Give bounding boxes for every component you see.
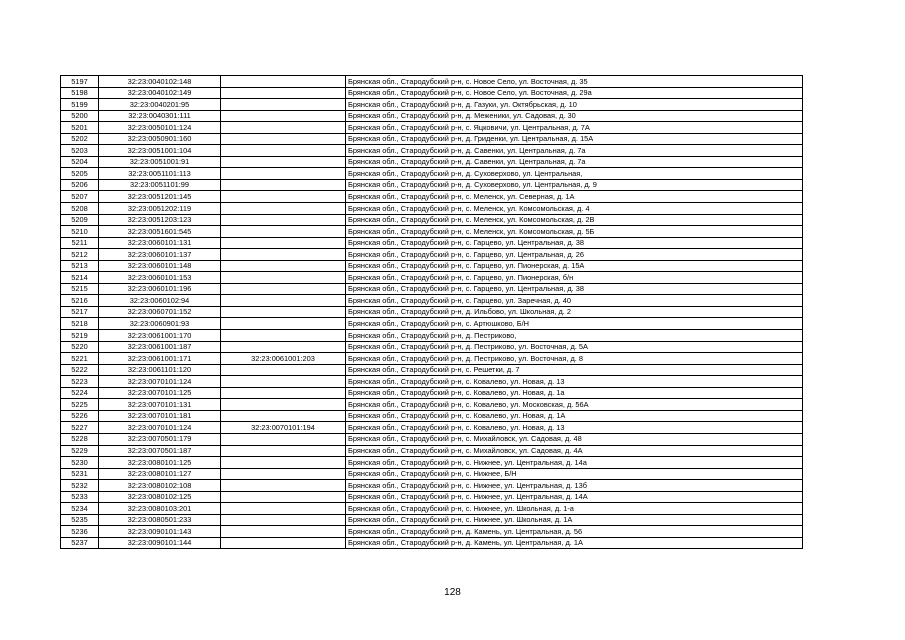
row-number-cell: 5206 (61, 179, 99, 191)
address-cell: Брянская обл., Стародубский р-н, д. Гриденки, ул. Центральная, д. 15А (346, 133, 803, 145)
cadastral-number-cell: 32:23:0070501:179 (99, 433, 221, 445)
row-number-cell: 5232 (61, 480, 99, 492)
table-row (61, 399, 803, 411)
cadastral-number-cell: 32:23:0080501:233 (99, 514, 221, 526)
table-row (61, 330, 803, 342)
cadastral-number-cell: 32:23:0070101:124 (99, 422, 221, 434)
cadastral-number-cell: 32:23:0061001:171 (99, 353, 221, 365)
table-row (61, 387, 803, 399)
previous-number-cell (221, 203, 346, 215)
previous-number-cell (221, 491, 346, 503)
address-cell: Брянская обл., Стародубский р-н, д. Савенки, ул. Центральная, д. 7а (346, 156, 803, 168)
cadastral-number-cell: 32:23:0070101:181 (99, 410, 221, 422)
row-number-cell: 5217 (61, 306, 99, 318)
cadastral-number-cell: 32:23:0070101:125 (99, 387, 221, 399)
table-row (61, 341, 803, 353)
row-number-cell: 5234 (61, 503, 99, 515)
cadastral-number-cell: 32:23:0040102:149 (99, 87, 221, 99)
previous-number-cell (221, 76, 346, 88)
table-row (61, 226, 803, 238)
address-cell: Брянская обл., Стародубский р-н, с. Новое Село, ул. Восточная, д. 35 (346, 76, 803, 88)
row-number-cell: 5201 (61, 122, 99, 134)
table-row (61, 433, 803, 445)
previous-number-cell (221, 133, 346, 145)
table-row (61, 445, 803, 457)
address-cell: Брянская обл., Стародубский р-н, с. Гарцево, ул. Заречная, д. 40 (346, 295, 803, 307)
row-number-cell: 5222 (61, 364, 99, 376)
cadastral-number-cell: 32:23:0040102:148 (99, 76, 221, 88)
previous-number-cell (221, 237, 346, 249)
cadastral-number-cell: 32:23:0060701:152 (99, 306, 221, 318)
row-number-cell: 5236 (61, 526, 99, 538)
cadastral-number-cell: 32:23:0060101:196 (99, 283, 221, 295)
previous-number-cell (221, 445, 346, 457)
table-row (61, 260, 803, 272)
previous-number-cell: 32:23:0061001:203 (221, 353, 346, 365)
address-cell: Брянская обл., Стародубский р-н, с. Нижнее, ул. Школьная, д. 1-а (346, 503, 803, 515)
row-number-cell: 5215 (61, 283, 99, 295)
cadastral-number-cell: 32:23:0051202:119 (99, 203, 221, 215)
row-number-cell: 5202 (61, 133, 99, 145)
previous-number-cell (221, 330, 346, 342)
address-cell: Брянская обл., Стародубский р-н, с. Ковалево, ул. Новая, д. 1А (346, 410, 803, 422)
address-cell: Брянская обл., Стародубский р-н, с. Михайловск, ул. Садовая, д. 4А (346, 445, 803, 457)
table-row (61, 87, 803, 99)
address-cell: Брянская обл., Стародубский р-н, с. Нижнее, Б/Н (346, 468, 803, 480)
previous-number-cell (221, 318, 346, 330)
row-number-cell: 5214 (61, 272, 99, 284)
row-number-cell: 5228 (61, 433, 99, 445)
address-cell: Брянская обл., Стародубский р-н, д. Меженики, ул. Садовая, д. 30 (346, 110, 803, 122)
table-row (61, 168, 803, 180)
row-number-cell: 5218 (61, 318, 99, 330)
address-cell: Брянская обл., Стародубский р-н, д. Пестриково, ул. Восточная, д. 5А (346, 341, 803, 353)
cadastral-number-cell: 32:23:0080101:127 (99, 468, 221, 480)
row-number-cell: 5235 (61, 514, 99, 526)
cadastral-number-cell: 32:23:0080103:201 (99, 503, 221, 515)
previous-number-cell (221, 122, 346, 134)
row-number-cell: 5226 (61, 410, 99, 422)
cadastral-number-cell: 32:23:0080102:125 (99, 491, 221, 503)
previous-number-cell (221, 191, 346, 203)
address-cell: Брянская обл., Стародубский р-н, с. Нижнее, ул. Центральная, д. 14А (346, 491, 803, 503)
cadastral-number-cell: 32:23:0070101:124 (99, 376, 221, 388)
previous-number-cell (221, 110, 346, 122)
cadastral-number-cell: 32:23:0060101:153 (99, 272, 221, 284)
address-cell: Брянская обл., Стародубский р-н, д. Ильбово, ул. Школьная, д. 2 (346, 306, 803, 318)
row-number-cell: 5233 (61, 491, 99, 503)
address-cell: Брянская обл., Стародубский р-н, с. Меленск, ул. Комсомольская, д. 2В (346, 214, 803, 226)
previous-number-cell (221, 468, 346, 480)
previous-number-cell (221, 249, 346, 261)
table-row (61, 468, 803, 480)
previous-number-cell (221, 295, 346, 307)
row-number-cell: 5229 (61, 445, 99, 457)
table-row (61, 214, 803, 226)
row-number-cell: 5199 (61, 99, 99, 111)
address-cell: Брянская обл., Стародубский р-н, с. Нижнее, ул. Центральная, д. 14а (346, 457, 803, 469)
previous-number-cell (221, 376, 346, 388)
previous-number-cell: 32:23:0070101:194 (221, 422, 346, 434)
cadastral-number-cell: 32:23:0051101:99 (99, 179, 221, 191)
previous-number-cell (221, 87, 346, 99)
cadastral-number-cell: 32:23:0050901:160 (99, 133, 221, 145)
table-row (61, 145, 803, 157)
previous-number-cell (221, 272, 346, 284)
row-number-cell: 5231 (61, 468, 99, 480)
previous-number-cell (221, 260, 346, 272)
table-row (61, 422, 803, 434)
page-number: 128 (444, 587, 461, 598)
cadastral-number-cell: 32:23:0051201:145 (99, 191, 221, 203)
table-row (61, 306, 803, 318)
row-number-cell: 5208 (61, 203, 99, 215)
table-row (61, 133, 803, 145)
address-cell: Брянская обл., Стародубский р-н, с. Нижнее, ул. Школьная, д. 1А (346, 514, 803, 526)
address-cell: Брянская обл., Стародубский р-н, с. Артюшково, Б/Н (346, 318, 803, 330)
previous-number-cell (221, 457, 346, 469)
row-number-cell: 5198 (61, 87, 99, 99)
row-number-cell: 5203 (61, 145, 99, 157)
cadastral-number-cell: 32:23:0051203:123 (99, 214, 221, 226)
address-cell: Брянская обл., Стародубский р-н, с. Меленск, ул. Северная, д. 1А (346, 191, 803, 203)
previous-number-cell (221, 283, 346, 295)
table-row (61, 295, 803, 307)
table-row (61, 203, 803, 215)
previous-number-cell (221, 503, 346, 515)
cadastral-number-cell: 32:23:0080101:125 (99, 457, 221, 469)
address-cell: Брянская обл., Стародубский р-н, д. Газуки, ул. Октябрьская, д. 10 (346, 99, 803, 111)
row-number-cell: 5205 (61, 168, 99, 180)
cadastral-number-cell: 32:23:0080102:108 (99, 480, 221, 492)
cadastral-number-cell: 32:23:0040301:111 (99, 110, 221, 122)
table-row (61, 122, 803, 134)
row-number-cell: 5237 (61, 537, 99, 549)
previous-number-cell (221, 156, 346, 168)
address-cell: Брянская обл., Стародубский р-н, с. Ковалево, ул. Новая, д. 13 (346, 376, 803, 388)
table-row (61, 156, 803, 168)
previous-number-cell (221, 433, 346, 445)
address-cell: Брянская обл., Стародубский р-н, с. Гарцево, ул. Центральная, д. 38 (346, 237, 803, 249)
row-number-cell: 5216 (61, 295, 99, 307)
cadastral-number-cell: 32:23:0040201:95 (99, 99, 221, 111)
address-cell: Брянская обл., Стародубский р-н, с. Меленск, ул. Комсомольская, д. 4 (346, 203, 803, 215)
cadastral-number-cell: 32:23:0060101:131 (99, 237, 221, 249)
row-number-cell: 5209 (61, 214, 99, 226)
address-cell: Брянская обл., Стародубский р-н, с. Меленск, ул. Комсомольская, д. 5Б (346, 226, 803, 238)
cadastral-number-cell: 32:23:0051001:104 (99, 145, 221, 157)
address-cell: Брянская обл., Стародубский р-н, д. Суховерхово, ул. Центральная, (346, 168, 803, 180)
cadastral-number-cell: 32:23:0061001:187 (99, 341, 221, 353)
previous-number-cell (221, 306, 346, 318)
table-row (61, 76, 803, 88)
address-cell: Брянская обл., Стародубский р-н, с. Гарцево, ул. Пионерская, б/н (346, 272, 803, 284)
table-row (61, 364, 803, 376)
cadastral-number-cell: 32:23:0060901:93 (99, 318, 221, 330)
row-number-cell: 5230 (61, 457, 99, 469)
cadastral-number-cell: 32:23:0060101:148 (99, 260, 221, 272)
table-row (61, 526, 803, 538)
address-cell: Брянская обл., Стародубский р-н, д. Камень, ул. Центральная, д. 56 (346, 526, 803, 538)
property-table-body (61, 76, 803, 549)
table-row (61, 376, 803, 388)
row-number-cell: 5213 (61, 260, 99, 272)
address-cell: Брянская обл., Стародубский р-н, с. Решетки, д. 7 (346, 364, 803, 376)
table-row (61, 537, 803, 549)
row-number-cell: 5197 (61, 76, 99, 88)
address-cell: Брянская обл., Стародубский р-н, с. Нижнее, ул. Центральная, д. 13б (346, 480, 803, 492)
previous-number-cell (221, 514, 346, 526)
table-row (61, 283, 803, 295)
table-row (61, 191, 803, 203)
address-cell: Брянская обл., Стародубский р-н, с. Новое Село, ул. Восточная, д. 29а (346, 87, 803, 99)
table-row (61, 503, 803, 515)
table-row (61, 179, 803, 191)
address-cell: Брянская обл., Стародубский р-н, с. Яцковичи, ул. Центральная, д. 7А (346, 122, 803, 134)
cadastral-number-cell: 32:23:0051601:545 (99, 226, 221, 238)
address-cell: Брянская обл., Стародубский р-н, с. Михайловск, ул. Садовая, д. 48 (346, 433, 803, 445)
property-table (60, 75, 803, 549)
previous-number-cell (221, 145, 346, 157)
row-number-cell: 5210 (61, 226, 99, 238)
table-row (61, 457, 803, 469)
cadastral-number-cell: 32:23:0050101:124 (99, 122, 221, 134)
previous-number-cell (221, 214, 346, 226)
table-row (61, 110, 803, 122)
cadastral-number-cell: 32:23:0060101:137 (99, 249, 221, 261)
address-cell: Брянская обл., Стародубский р-н, с. Ковалево, ул. Московская, д. 56А (346, 399, 803, 411)
row-number-cell: 5227 (61, 422, 99, 434)
cadastral-number-cell: 32:23:0051001:91 (99, 156, 221, 168)
table-row (61, 491, 803, 503)
row-number-cell: 5200 (61, 110, 99, 122)
address-cell: Брянская обл., Стародубский р-н, с. Гарцево, ул. Центральная, д. 26 (346, 249, 803, 261)
cadastral-number-cell: 32:23:0090101:144 (99, 537, 221, 549)
table-row (61, 514, 803, 526)
address-cell: Брянская обл., Стародубский р-н, д. Камень, ул. Центральная, д. 1А (346, 537, 803, 549)
address-cell: Брянская обл., Стародубский р-н, д. Савенки, ул. Центральная, д. 7а (346, 145, 803, 157)
previous-number-cell (221, 480, 346, 492)
previous-number-cell (221, 387, 346, 399)
cadastral-number-cell: 32:23:0070101:131 (99, 399, 221, 411)
previous-number-cell (221, 226, 346, 238)
address-cell: Брянская обл., Стародубский р-н, с. Ковалево, ул. Новая, д. 13 (346, 422, 803, 434)
previous-number-cell (221, 526, 346, 538)
address-cell: Брянская обл., Стародубский р-н, с. Гарцево, ул. Центральная, д. 38 (346, 283, 803, 295)
row-number-cell: 5211 (61, 237, 99, 249)
address-cell: Брянская обл., Стародубский р-н, с. Гарцево, ул. Пионерская, д. 15А (346, 260, 803, 272)
address-cell: Брянская обл., Стародубский р-н, д. Пестриково, ул. Восточная, д. 8 (346, 353, 803, 365)
cadastral-number-cell: 32:23:0061101:120 (99, 364, 221, 376)
row-number-cell: 5223 (61, 376, 99, 388)
previous-number-cell (221, 399, 346, 411)
row-number-cell: 5212 (61, 249, 99, 261)
cadastral-number-cell: 32:23:0060102:94 (99, 295, 221, 307)
table-row (61, 410, 803, 422)
cadastral-number-cell: 32:23:0061001:170 (99, 330, 221, 342)
previous-number-cell (221, 179, 346, 191)
table-row (61, 237, 803, 249)
table-row (61, 318, 803, 330)
row-number-cell: 5204 (61, 156, 99, 168)
table-row (61, 249, 803, 261)
row-number-cell: 5219 (61, 330, 99, 342)
previous-number-cell (221, 410, 346, 422)
address-cell: Брянская обл., Стародубский р-н, с. Ковалево, ул. Новая, д. 1а (346, 387, 803, 399)
address-cell: Брянская обл., Стародубский р-н, д. Пестриково, (346, 330, 803, 342)
row-number-cell: 5207 (61, 191, 99, 203)
cadastral-number-cell: 32:23:0090101:143 (99, 526, 221, 538)
address-cell: Брянская обл., Стародубский р-н, д. Суховерхово, ул. Центральная, д. 9 (346, 179, 803, 191)
previous-number-cell (221, 168, 346, 180)
cadastral-number-cell: 32:23:0051101:113 (99, 168, 221, 180)
table-row (61, 272, 803, 284)
previous-number-cell (221, 364, 346, 376)
previous-number-cell (221, 99, 346, 111)
table-row (61, 99, 803, 111)
previous-number-cell (221, 341, 346, 353)
previous-number-cell (221, 537, 346, 549)
row-number-cell: 5225 (61, 399, 99, 411)
row-number-cell: 5224 (61, 387, 99, 399)
row-number-cell: 5220 (61, 341, 99, 353)
table-row (61, 480, 803, 492)
cadastral-number-cell: 32:23:0070501:187 (99, 445, 221, 457)
row-number-cell: 5221 (61, 353, 99, 365)
table-row (61, 353, 803, 365)
